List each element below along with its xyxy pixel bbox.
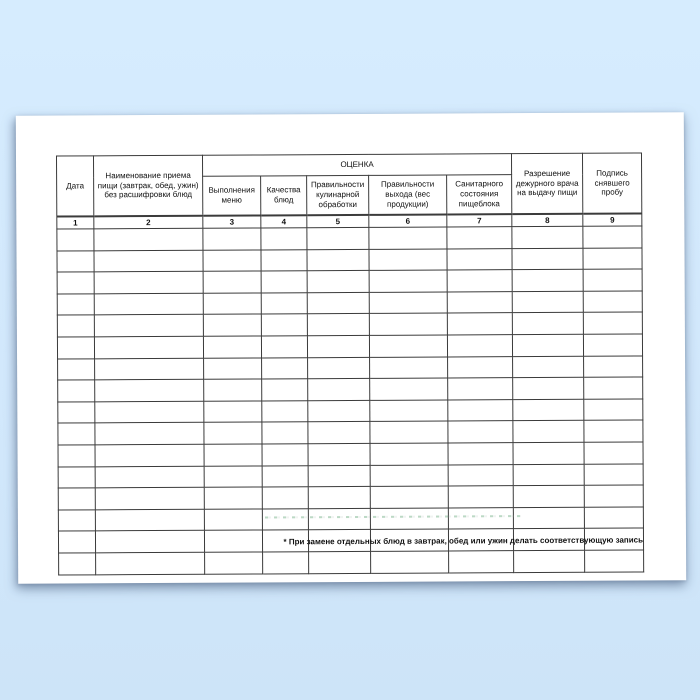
empty-cell xyxy=(262,444,308,466)
empty-cell xyxy=(204,509,262,531)
empty-cell xyxy=(513,421,584,443)
empty-cell xyxy=(262,357,308,379)
column-header-dish-quality: Качества блюд xyxy=(261,176,307,216)
empty-cell xyxy=(204,379,262,401)
empty-cell xyxy=(58,423,95,445)
journal-table xyxy=(56,152,644,575)
empty-cell xyxy=(58,358,95,380)
empty-cell xyxy=(57,315,94,337)
empty-cell xyxy=(584,420,643,442)
empty-cell xyxy=(95,401,204,423)
table-header xyxy=(56,153,641,229)
column-number: 4 xyxy=(261,215,307,228)
column-header-signature: Подпись снявшего пробу xyxy=(583,153,642,214)
empty-cell xyxy=(583,248,642,270)
empty-cell xyxy=(447,291,512,313)
empty-cell xyxy=(369,292,447,314)
empty-cell xyxy=(583,312,642,334)
empty-cell xyxy=(94,250,203,272)
empty-cell xyxy=(370,465,448,487)
empty-cell xyxy=(583,269,642,291)
empty-cell xyxy=(584,399,643,421)
empty-cell xyxy=(94,293,203,315)
empty-cell xyxy=(512,226,583,248)
column-number: 6 xyxy=(369,214,447,227)
empty-cell xyxy=(307,292,369,314)
empty-cell xyxy=(58,380,95,402)
table-row xyxy=(58,377,643,402)
empty-cell xyxy=(369,335,447,357)
empty-cell xyxy=(448,507,513,529)
empty-cell xyxy=(585,550,644,572)
empty-cell xyxy=(513,399,584,421)
empty-cell xyxy=(513,356,584,378)
empty-cell xyxy=(584,356,643,378)
column-header-sanitary-state: Санитарного состояния пищеблока xyxy=(447,175,512,215)
empty-cell xyxy=(58,402,95,424)
column-header-output-weight: Правильности выхода (вес продукции) xyxy=(369,175,447,215)
table-row xyxy=(58,464,643,489)
empty-cell xyxy=(203,228,261,250)
empty-cell xyxy=(57,250,94,272)
empty-cell xyxy=(203,293,261,315)
empty-cell xyxy=(95,487,204,509)
empty-cell xyxy=(370,357,448,379)
empty-cell xyxy=(369,270,447,292)
table-row xyxy=(58,507,643,532)
table-row xyxy=(57,334,642,359)
empty-cell xyxy=(204,401,262,423)
empty-cell xyxy=(59,553,96,575)
empty-cell xyxy=(448,464,513,486)
empty-cell xyxy=(513,485,584,507)
empty-cell xyxy=(307,335,369,357)
empty-cell xyxy=(95,466,204,488)
empty-cell xyxy=(262,508,308,530)
footnote: * При замене отдельных блюд в завтрак, обед или ужин делать соответствующую запись xyxy=(283,535,644,547)
empty-cell xyxy=(94,228,203,250)
empty-cell xyxy=(370,508,448,530)
empty-cell xyxy=(95,423,204,445)
empty-cell xyxy=(370,443,448,465)
column-header-doctor-permission: Разрешение дежурного врача на выдачу пищи xyxy=(512,153,583,214)
empty-cell xyxy=(371,551,449,573)
empty-cell xyxy=(262,422,308,444)
column-header-culinary-processing: Правильности кулинарной обработки xyxy=(307,175,369,215)
empty-cell xyxy=(308,487,370,509)
empty-cell xyxy=(513,442,584,464)
empty-cell xyxy=(512,248,583,270)
column-number: 7 xyxy=(447,214,512,227)
column-header-meal-name: Наименование приема пищи (завтрак, обед, ужин) без расшифровки блюд xyxy=(93,155,202,216)
empty-cell xyxy=(57,337,94,359)
empty-cell xyxy=(447,335,512,357)
empty-cell xyxy=(370,421,448,443)
empty-cell xyxy=(58,488,95,510)
table-row xyxy=(58,442,643,467)
empty-cell xyxy=(308,465,370,487)
empty-cell xyxy=(204,487,262,509)
empty-cell xyxy=(261,293,307,315)
empty-cell xyxy=(262,400,308,422)
empty-cell xyxy=(584,464,643,486)
empty-cell xyxy=(308,400,370,422)
empty-cell xyxy=(203,336,261,358)
empty-cell xyxy=(583,334,642,356)
empty-cell xyxy=(308,508,370,530)
empty-cell xyxy=(261,314,307,336)
empty-cell xyxy=(309,551,371,573)
empty-cell xyxy=(369,249,447,271)
empty-cell xyxy=(58,510,95,532)
table-row xyxy=(57,291,642,316)
empty-cell xyxy=(95,358,204,380)
empty-cell xyxy=(96,552,205,574)
column-number: 5 xyxy=(307,215,369,228)
empty-cell xyxy=(584,485,643,507)
empty-cell xyxy=(584,507,643,529)
empty-cell xyxy=(262,465,308,487)
empty-cell xyxy=(370,378,448,400)
empty-cell xyxy=(370,400,448,422)
empty-cell xyxy=(203,271,261,293)
empty-cell xyxy=(205,552,263,574)
empty-cell xyxy=(448,399,513,421)
empty-cell xyxy=(261,336,307,358)
empty-cell xyxy=(95,379,204,401)
empty-cell xyxy=(448,486,513,508)
empty-cell xyxy=(448,443,513,465)
empty-cell xyxy=(512,313,583,335)
empty-cell xyxy=(512,334,583,356)
empty-cell xyxy=(447,270,512,292)
empty-cell xyxy=(262,487,308,509)
empty-cell xyxy=(262,379,308,401)
empty-cell xyxy=(203,314,261,336)
empty-cell xyxy=(448,421,513,443)
empty-cell xyxy=(583,291,642,313)
empty-cell xyxy=(514,550,585,572)
empty-cell xyxy=(58,466,95,488)
empty-cell xyxy=(261,228,307,250)
empty-cell xyxy=(584,377,643,399)
empty-cell xyxy=(447,313,512,335)
empty-cell xyxy=(447,227,512,249)
empty-cell xyxy=(448,378,513,400)
empty-cell xyxy=(94,271,203,293)
table-row xyxy=(58,485,643,510)
empty-cell xyxy=(58,445,95,467)
table-row xyxy=(57,248,642,273)
paper-sheet xyxy=(16,112,686,583)
table-row xyxy=(58,356,643,381)
table-row xyxy=(58,420,643,445)
empty-cell xyxy=(512,269,583,291)
empty-cell xyxy=(204,422,262,444)
empty-cell xyxy=(95,509,204,531)
empty-cell xyxy=(261,249,307,271)
empty-cell xyxy=(513,377,584,399)
empty-cell xyxy=(513,507,584,529)
empty-cell xyxy=(204,358,262,380)
empty-cell xyxy=(584,442,643,464)
column-number: 8 xyxy=(512,214,583,227)
empty-cell xyxy=(261,271,307,293)
empty-cell xyxy=(203,250,261,272)
header-row-group xyxy=(56,153,641,177)
empty-cell xyxy=(307,314,369,336)
empty-cell xyxy=(307,249,369,271)
column-number: 3 xyxy=(203,215,261,228)
table-body xyxy=(57,226,644,575)
empty-cell xyxy=(307,271,369,293)
empty-cell xyxy=(308,379,370,401)
empty-cell xyxy=(513,464,584,486)
table-row xyxy=(58,399,643,424)
empty-cell xyxy=(370,486,448,508)
empty-cell xyxy=(57,272,94,294)
table-row xyxy=(59,550,644,575)
empty-cell xyxy=(307,227,369,249)
empty-cell xyxy=(369,227,447,249)
empty-cell xyxy=(308,357,370,379)
empty-cell xyxy=(57,229,94,251)
empty-cell xyxy=(512,291,583,313)
empty-cell xyxy=(57,294,94,316)
table-row xyxy=(57,269,642,294)
empty-cell xyxy=(308,422,370,444)
empty-cell xyxy=(448,356,513,378)
table-row xyxy=(57,226,642,251)
empty-cell xyxy=(447,248,512,270)
empty-cell xyxy=(263,552,309,574)
empty-cell xyxy=(94,336,203,358)
column-group-header-ocenka: ОЦЕНКА xyxy=(202,154,511,177)
column-header-menu-fulfillment: Выполнения меню xyxy=(203,176,261,216)
empty-cell xyxy=(449,551,514,573)
empty-cell xyxy=(204,465,262,487)
empty-cell xyxy=(308,443,370,465)
empty-cell xyxy=(369,313,447,335)
empty-cell xyxy=(583,226,642,248)
empty-cell xyxy=(94,315,203,337)
column-number: 9 xyxy=(583,213,642,226)
column-number: 2 xyxy=(94,216,203,229)
empty-cell xyxy=(95,444,204,466)
empty-cell xyxy=(204,444,262,466)
column-number: 1 xyxy=(57,216,94,229)
column-header-date: Дата xyxy=(56,156,93,217)
table-row xyxy=(57,312,642,337)
